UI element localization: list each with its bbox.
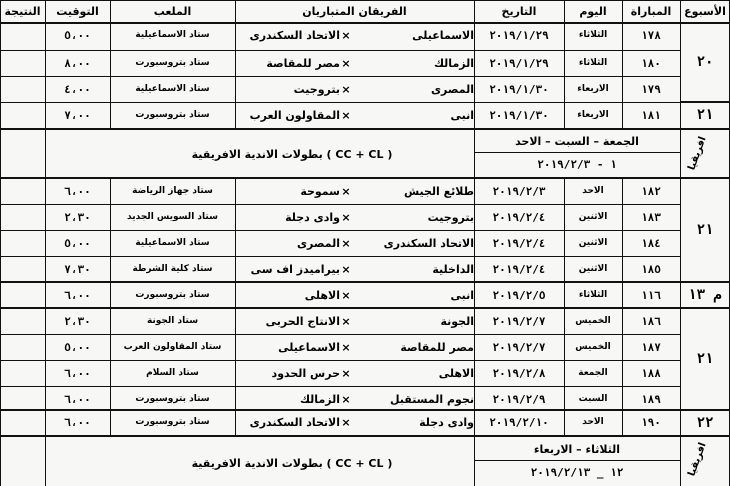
match-day: الاثنين [578,264,608,274]
home-team: مصر للمقاصة [400,340,474,354]
match-date: ٢٠١٩/٢/٩ [492,392,546,406]
week-number: ٢٠ [696,54,714,70]
grid-line-v [622,0,623,128]
match-number: ١٨٧ [641,340,661,354]
grid-line-h [0,360,680,361]
vs-separator: × [341,262,351,276]
away-team: الزمالك [299,392,340,406]
match-number: ١٧٩ [641,82,661,96]
vs-separator: × [341,415,351,429]
away-team: الاتحاد السكندرى [249,28,340,42]
kickoff-time: ٦،٠٠ [64,415,91,429]
african-label: افريقيا [686,135,709,172]
match-day: الجمعة [578,368,608,378]
stadium: ستاد كلية الشرطة [132,264,213,274]
grid-line-h [474,152,680,153]
header-match: المباراة [630,4,672,18]
kickoff-time: ٢،٣٠ [64,314,91,328]
vs-separator: × [341,314,351,328]
stadium: ستاد بتروسبورت [135,290,210,300]
vs-separator: × [341,184,351,198]
week-number: م ١٣ [688,287,722,303]
match-date: ٢٠١٩/٢/٨ [492,366,546,380]
home-team: الجونة [440,314,474,328]
match-date: ٢٠١٩/٢/٤ [492,210,546,224]
match-day: الاربعاء [577,84,609,94]
match-date: ٢٠١٩/٢/٧ [492,314,546,328]
away-team: المصرى [296,236,340,250]
grid-line-v [564,0,565,128]
african-cup-dates: ١ - ٢٠١٩/٢/٣ [537,157,617,171]
home-team: نجوم المستقبل [389,392,474,406]
stadium: ستاد الاسماعيلية [135,84,210,94]
stadium: ستاد المقاولون العرب [123,342,222,352]
grid-line-v [0,0,1,486]
stadium: ستاد بتروسبورت [135,58,210,68]
grid-line-h [0,230,680,231]
header-day: اليوم [579,4,607,18]
stadium: ستاد بتروسبورت [135,417,210,427]
kickoff-time: ٥،٠٠ [64,340,91,354]
home-team: بتروجيت [427,210,474,224]
grid-line-h [0,76,680,77]
away-team: بتروجيت [293,82,340,96]
grid-line-v [680,0,681,128]
african-cup-title: بطولات الاندية الافريقية ( CC + CL ) [191,147,393,161]
kickoff-time: ٥،٠٠ [64,28,91,42]
grid-line-v [235,177,236,435]
grid-line-h [0,50,680,51]
match-number: ١٨٩ [641,392,661,406]
header-week: الأسبوع [684,4,726,18]
match-day: الاحد [582,417,604,427]
home-team: انبى [450,108,474,122]
vs-separator: × [341,108,351,122]
match-day: الخميس [575,342,611,352]
kickoff-time: ٦،٠٠ [64,184,91,198]
stadium: ستاد بتروسبورت [135,110,210,120]
grid-line-v [474,0,475,128]
kickoff-time: ٦،٠٠ [64,366,91,380]
grid-line-v [564,177,565,435]
stadium: ستاد الاسماعيلية [135,238,210,248]
match-date: ٢٠١٩/٢/١٠ [489,415,549,429]
away-team: سموحة [300,184,340,198]
grid-line-h [0,204,680,205]
grid-line-h [0,128,730,130]
kickoff-time: ٨،٠٠ [64,56,91,70]
stadium: ستاد السويس الجديد [127,212,218,222]
header-teams: الفريقان المتباريان [302,4,407,18]
match-date: ٢٠١٩/١/٢٩ [489,28,549,42]
home-team: وادى دجلة [419,415,474,429]
match-day: الثلاثاء [578,30,608,40]
vs-separator: × [341,56,351,70]
match-date: ٢٠١٩/٢/٥ [492,288,546,302]
grid-line-v [474,435,475,486]
vs-separator: × [341,366,351,380]
week-number: ٢١ [696,107,714,123]
vs-separator: × [341,392,351,406]
grid-line-h [0,334,680,335]
stadium: ستاد جهاز الرياضة [132,186,213,196]
header-result: النتيجة [4,4,41,18]
away-team: الاهلى [304,288,340,302]
away-team: بيراميدز اف سى [250,262,340,276]
home-team: انبى [450,288,474,302]
away-team: حرس الحدود [271,366,340,380]
match-day: الخميس [575,316,611,326]
match-date: ٢٠١٩/١/٣٠ [489,108,549,122]
grid-line-v [45,435,46,486]
grid-line-v [235,0,236,128]
african-cup-days: الجمعة – السبت – الاحد [515,134,639,148]
grid-line-h [680,101,730,103]
grid-line-h [0,386,680,387]
grid-line-v [110,177,111,435]
grid-line-v [622,177,623,435]
match-date: ٢٠١٩/١/٢٩ [489,56,549,70]
grid-line-v [474,128,475,177]
away-team: الاتحاد السكندرى [249,415,340,429]
stadium: ستاد بتروسبورت [135,394,210,404]
grid-line-v [680,128,681,177]
home-team: الزمالك [433,56,474,70]
header-stadium: الملعب [153,4,192,18]
match-date: ٢٠١٩/٢/٧ [492,340,546,354]
kickoff-time: ٦،٠٠ [64,288,91,302]
african-cup-days-2: الثلاثاء – الاربعاء [533,442,621,456]
match-number: ١٨٥ [641,262,661,276]
kickoff-time: ٦،٠٠ [64,392,91,406]
match-date: ٢٠١٩/٢/٤ [492,236,546,250]
match-day: الثلاثاء [578,290,608,300]
home-team: الاهلى [438,366,474,380]
kickoff-time: ٢،٣٠ [64,210,91,224]
week-number: ٢١ [696,222,714,238]
vs-separator: × [341,28,351,42]
african-cup-title-2: بطولات الاندية الافريقية ( CC + CL ) [191,456,393,470]
grid-line-h [0,102,680,103]
grid-line-v [474,177,475,435]
match-number: ١٨٤ [641,236,661,250]
grid-line-v [680,177,681,435]
match-date: ٢٠١٩/١/٣٠ [489,82,549,96]
kickoff-time: ٧،٠٠ [64,108,91,122]
match-number: ١٨٨ [641,366,661,380]
week-number: ٢١ [696,351,714,367]
away-team: المقاولون العرب [249,108,340,122]
grid-line-h [0,435,730,437]
home-team: الاتحاد السكندرى [383,236,474,250]
match-number: ١٨٢ [641,184,661,198]
vs-separator: × [341,340,351,354]
kickoff-time: ٥،٠٠ [64,236,91,250]
african-cup-dates-2: ١٢ _ ٢٠١٩/٢/١٣ [530,465,624,479]
kickoff-time: ٧،٣٠ [64,262,91,276]
stadium: ستاد الجونة [146,316,199,326]
match-day: الاثنين [578,212,608,222]
grid-line-v [45,177,46,435]
grid-line-h [0,256,680,257]
stadium: ستاد الاسماعيلية [135,30,210,40]
grid-line-v [110,0,111,128]
match-number: ١٨٠ [641,56,661,70]
vs-separator: × [341,236,351,250]
match-number: ١٨١ [641,108,661,122]
away-team: مصر للمقاصة [266,56,340,70]
match-day: الاثنين [578,238,608,248]
vs-separator: × [341,288,351,302]
away-team: الانتاج الحربى [265,314,340,328]
match-date: ٢٠١٩/٢/٣ [492,184,546,198]
match-day: الاربعاء [577,110,609,120]
grid-line-h [474,460,680,461]
grid-line-v [45,0,46,128]
match-number: ١٨٣ [641,210,661,224]
header-time: التوقيت [56,4,99,18]
match-day: الثلاثاء [578,58,608,68]
home-team: المصرى [430,82,474,96]
week-number: ٢٢ [696,415,714,431]
match-day: الاحد [582,186,604,196]
grid-line-v [680,435,681,486]
home-team: طلائع الجيش [403,184,474,198]
grid-line-v [45,128,46,177]
match-day: السبت [578,394,608,404]
away-team: الاسماعيلى [278,340,340,354]
home-team: الداخلية [432,262,474,276]
vs-separator: × [341,82,351,96]
african-label-2: افريقيا [686,441,709,478]
away-team: وادى دجلة [285,210,340,224]
home-team: الاسماعيلى [412,28,474,42]
vs-separator: × [341,210,351,224]
match-number: ١٨٦ [641,314,661,328]
match-number: ١٩٠ [641,415,661,429]
stadium: ستاد السلام [146,368,199,378]
kickoff-time: ٤،٠٠ [64,82,91,96]
header-date: التاريخ [501,4,537,18]
match-date: ٢٠١٩/٢/٤ [492,262,546,276]
match-number: ١١٦ [641,288,661,302]
match-number: ١٧٨ [641,28,661,42]
